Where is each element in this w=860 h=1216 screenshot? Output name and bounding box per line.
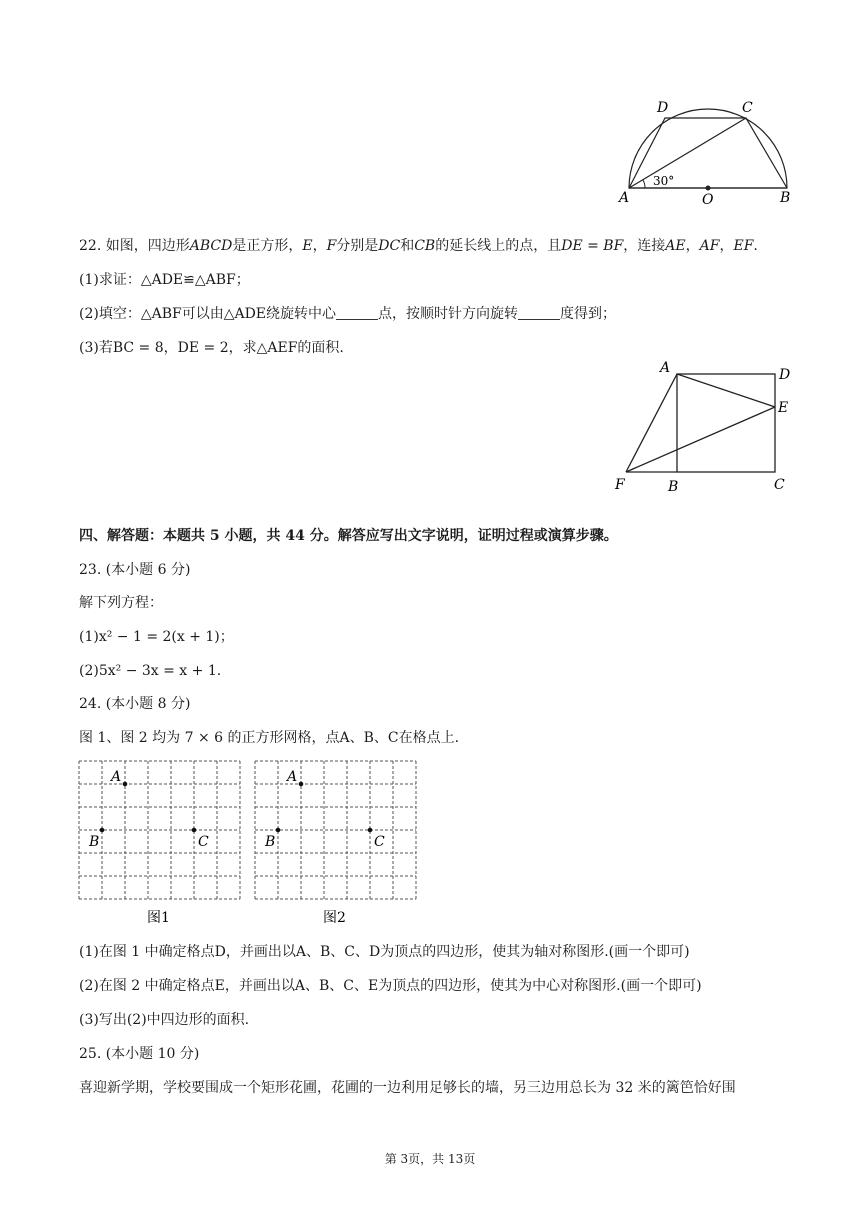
sq-label-E: E (778, 400, 789, 416)
grid-point-A (123, 782, 128, 787)
q24-head: 24. (本小题 8 分) (79, 696, 191, 712)
grid-label-C: C (374, 834, 385, 850)
label-O: O (702, 192, 714, 208)
grid-figure-1 (79, 761, 240, 899)
label-C: C (742, 100, 753, 116)
sq-label-D: D (779, 367, 791, 383)
label-A: A (619, 190, 630, 206)
grid-label-C: C (198, 834, 209, 850)
sq-label-F: F (615, 477, 625, 493)
grid-figures (75, 758, 425, 928)
grid-figure-2 (255, 761, 416, 899)
sq-label-A: A (660, 360, 671, 376)
q23-eq2: (2)5x² − 3x = x + 1. (79, 663, 222, 679)
grid-point-B (100, 828, 105, 833)
square-figure (610, 358, 800, 498)
q24-part3: (3)写出(2)中四边形的面积. (79, 1012, 250, 1028)
q23-intro: 解下列方程： (79, 595, 163, 611)
grid-label-B: B (89, 834, 100, 850)
grid-point-C (192, 828, 197, 833)
grid-point-C (368, 828, 373, 833)
sq-label-C: C (774, 477, 785, 493)
q22-part1: (1)求证：△ADE≌△ABF； (79, 272, 250, 288)
grid-label-A: A (111, 769, 122, 785)
q24-part2: (2)在图 2 中确定格点E，并画出以A、B、C、E为顶点的四边形，使其为中心对称图形.(画一个即可) (79, 978, 702, 994)
label-D: D (657, 100, 669, 116)
q23-eq1: (1)x² − 1 = 2(x + 1)； (79, 629, 234, 645)
fig1-caption: 图1 (147, 910, 170, 926)
fig2-caption: 图2 (323, 910, 346, 926)
q22-part2: (2)填空：△ABF可以由△ADE绕旋转中心 点，按顺时针方向旋转 度得到； (79, 306, 617, 322)
answer-blank-1[interactable] (336, 305, 378, 320)
label-B: B (780, 190, 791, 206)
grid-point-B (276, 828, 281, 833)
angle-label: 30° (653, 174, 675, 188)
q23-head: 23. (本小题 6 分) (79, 562, 191, 578)
q25-text: 喜迎新学期，学校要围成一个矩形花圃，花圃的一边利用足够长的墙，另三边用总长为 32 米的篱笆恰好围 (79, 1080, 736, 1096)
grid-point-A (299, 782, 304, 787)
section4-title: 四、解答题：本题共 5 小题，共 44 分。解答应写出文字说明，证明过程或演算步骤。 (79, 528, 618, 544)
answer-blank-2[interactable] (518, 305, 560, 320)
q22-stem: 22. 如图，四边形ABCD是正方形，E，F分别是DC和CB的延长线上的点，且DE = BF，连接AE，AF，EF. (79, 238, 758, 254)
q25-head: 25. (本小题 10 分) (79, 1046, 200, 1062)
sq-label-B: B (668, 479, 679, 495)
grid-label-A: A (287, 769, 298, 785)
grid-label-B: B (265, 834, 276, 850)
q22-part3: (3)若BC = 8，DE = 2，求△AEF的面积. (79, 340, 344, 356)
semicircle-figure (615, 98, 795, 210)
page-footer: 第 3页，共 13页 (384, 1152, 476, 1166)
q24-intro: 图 1、图 2 均为 7 × 6 的正方形网格，点A、B、C在格点上. (79, 730, 460, 746)
q24-part1: (1)在图 1 中确定格点D，并画出以A、B、C、D为顶点的四边形，使其为轴对称图形.(画一个即可) (79, 944, 690, 960)
